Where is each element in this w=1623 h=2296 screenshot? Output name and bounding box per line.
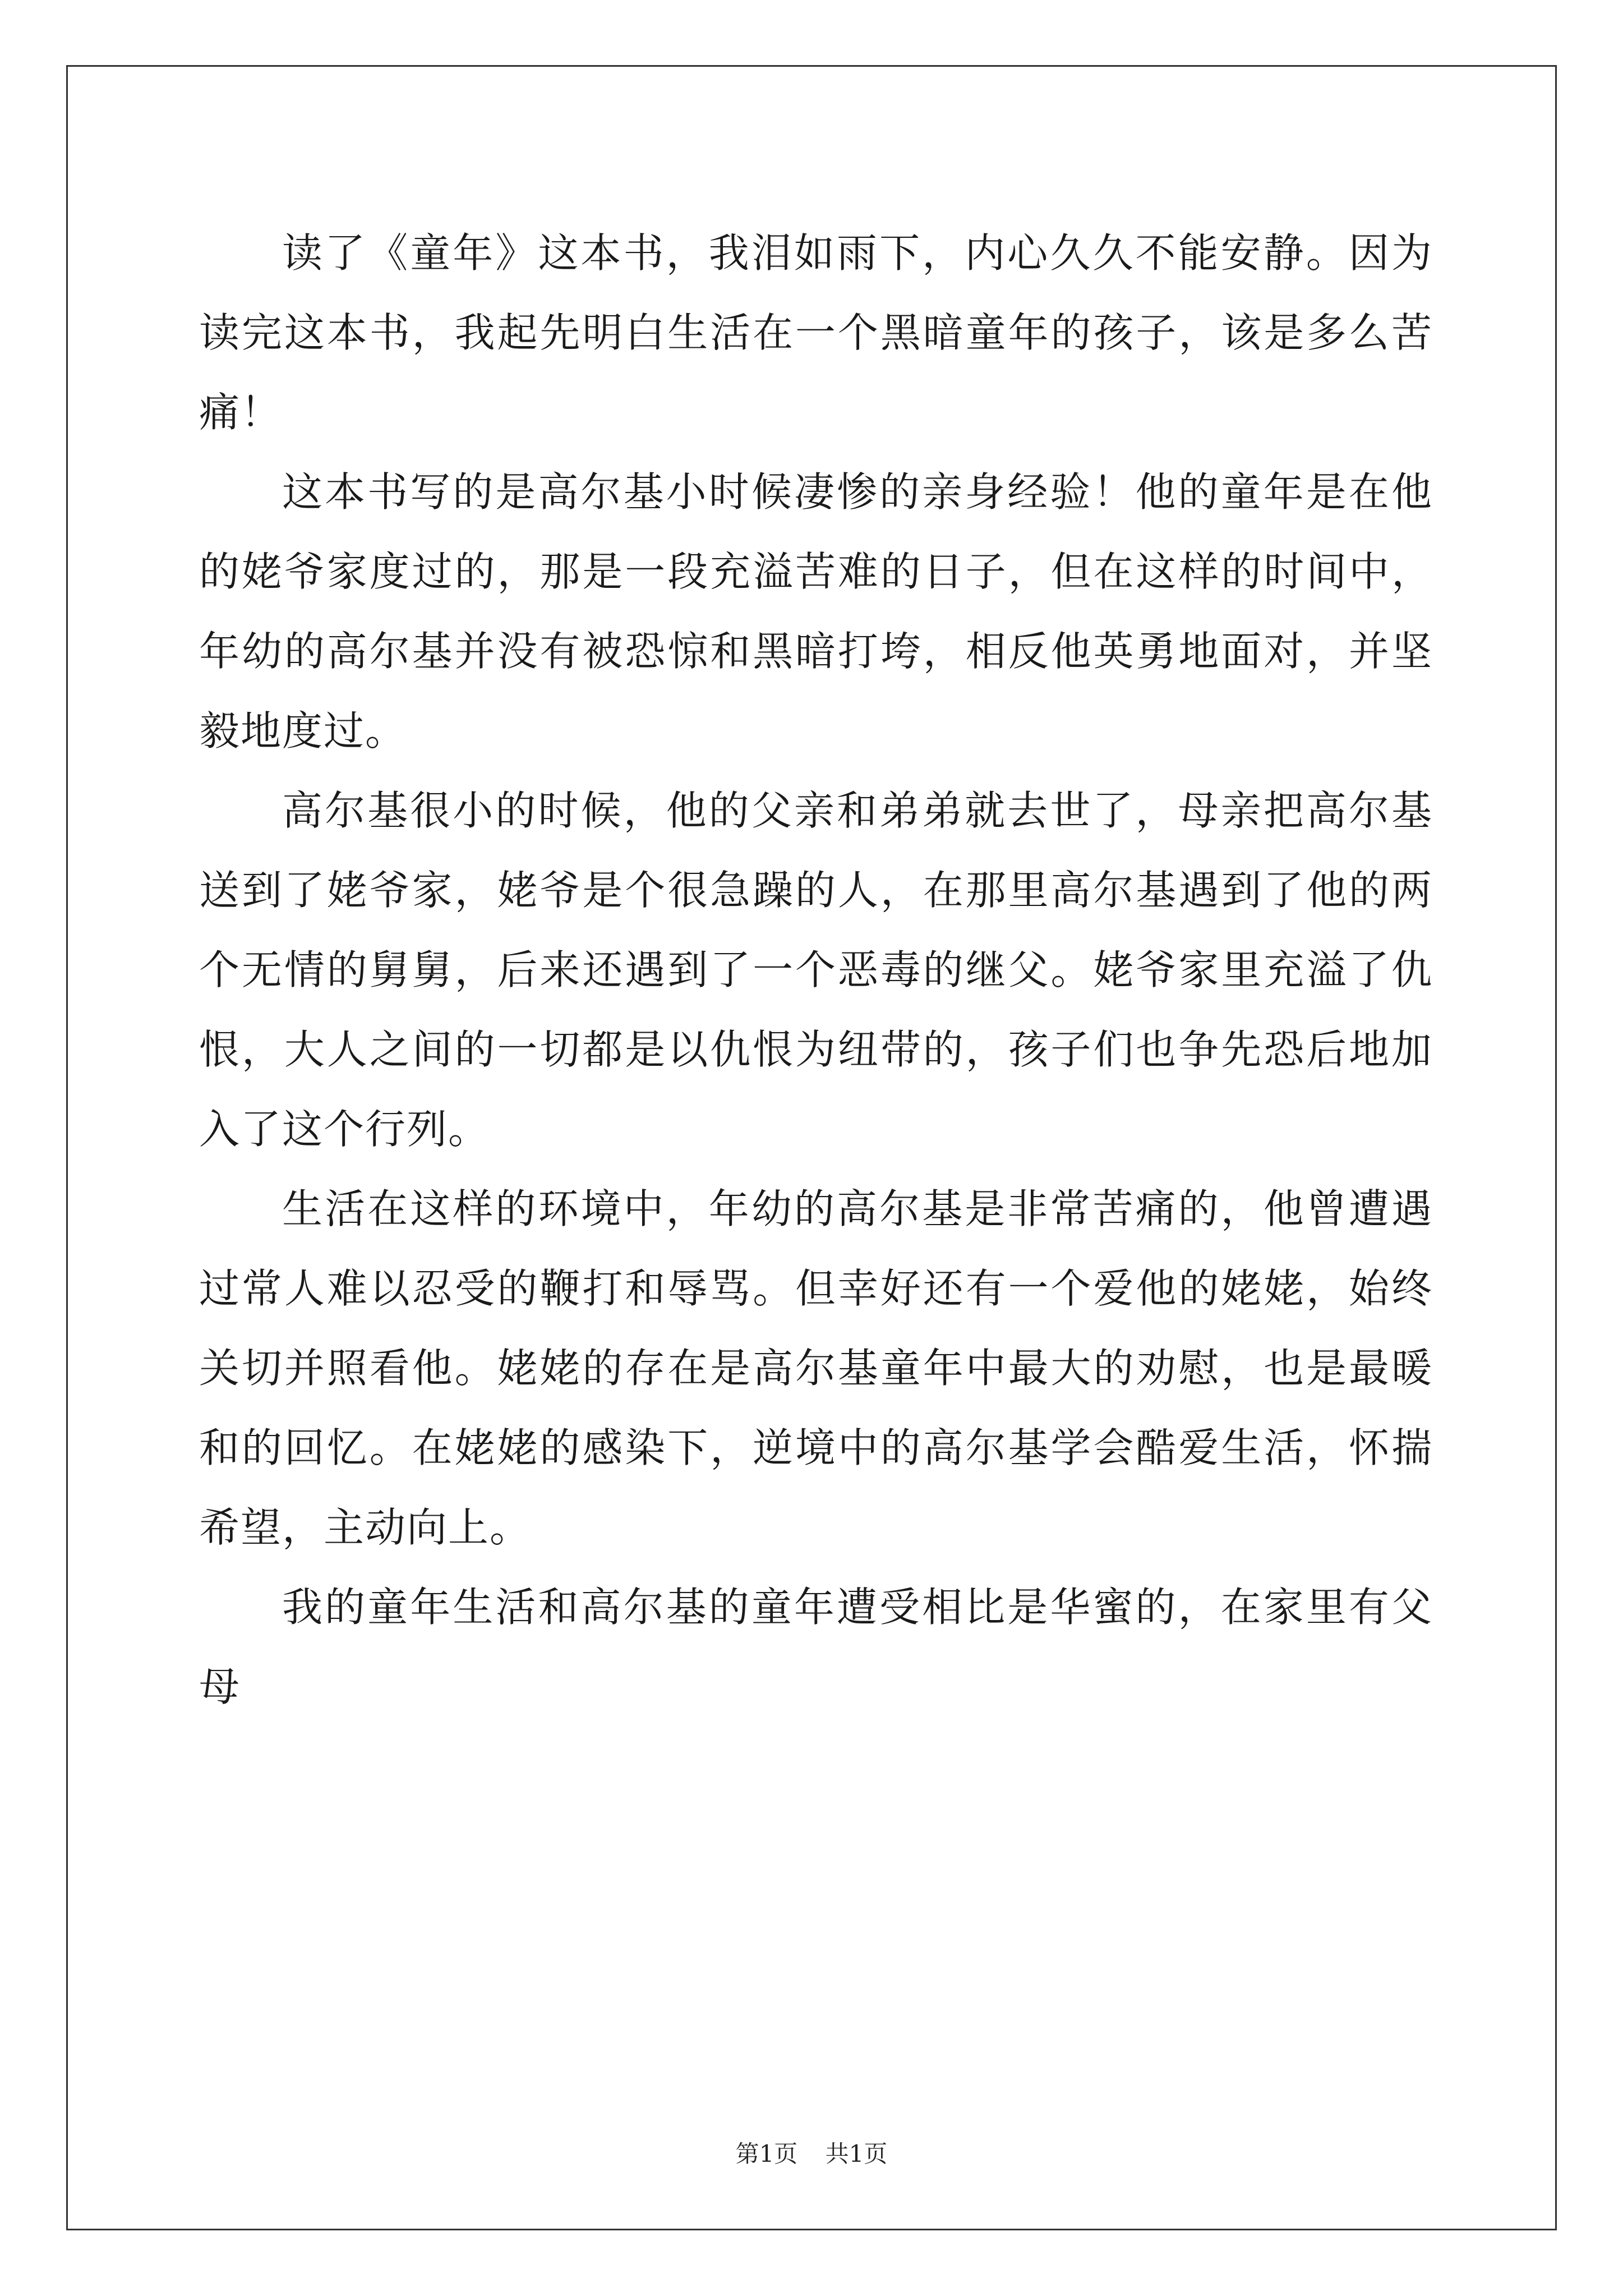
paragraph: 读了《童年》这本书，我泪如雨下，内心久久不能安静。因为读完这本书，我起先明白生活在一个黑暗童年的孩子，该是多么苦痛！ <box>199 229 1433 436</box>
page-footer <box>0 2137 1623 2171</box>
page-total: 共1页 <box>825 2140 888 2168</box>
document-body <box>199 213 1433 1727</box>
page-number: 第1页 <box>735 2140 798 2168</box>
paragraph: 高尔基很小的时候，他的父亲和弟弟就去世了，母亲把高尔基送到了姥爷家，姥爷是个很急躁的人，在那里高尔基遇到了他的两个无情的舅舅，后来还遇到了一个恶毒的继父。姥爷家里充溢了仇恨，大人之间的一切都是以仇恨为纽带的，孩子们也争先恐后地加入了这个行列。 <box>199 787 1433 1153</box>
paragraph: 生活在这样的环境中，年幼的高尔基是非常苦痛的，他曾遭遇过常人难以忍受的鞭打和辱骂。但幸好还有一个爱他的姥姥，始终关切并照看他。姥姥的存在是高尔基童年中最大的劝慰，也是最暖和的回忆。在姥姥的感染下，逆境中的高尔基学会酷爱生活，怀揣希望，主动向上。 <box>199 1185 1433 1551</box>
paragraph: 这本书写的是高尔基小时候凄惨的亲身经验！他的童年是在他的姥爷家度过的，那是一段充溢苦难的日子，但在这样的时间中，年幼的高尔基并没有被恐惊和黑暗打垮，相反他英勇地面对，并坚毅地度过。 <box>199 468 1433 754</box>
paragraph: 我的童年生活和高尔基的童年遭受相比是华蜜的，在家里有父母 <box>199 1584 1433 1710</box>
